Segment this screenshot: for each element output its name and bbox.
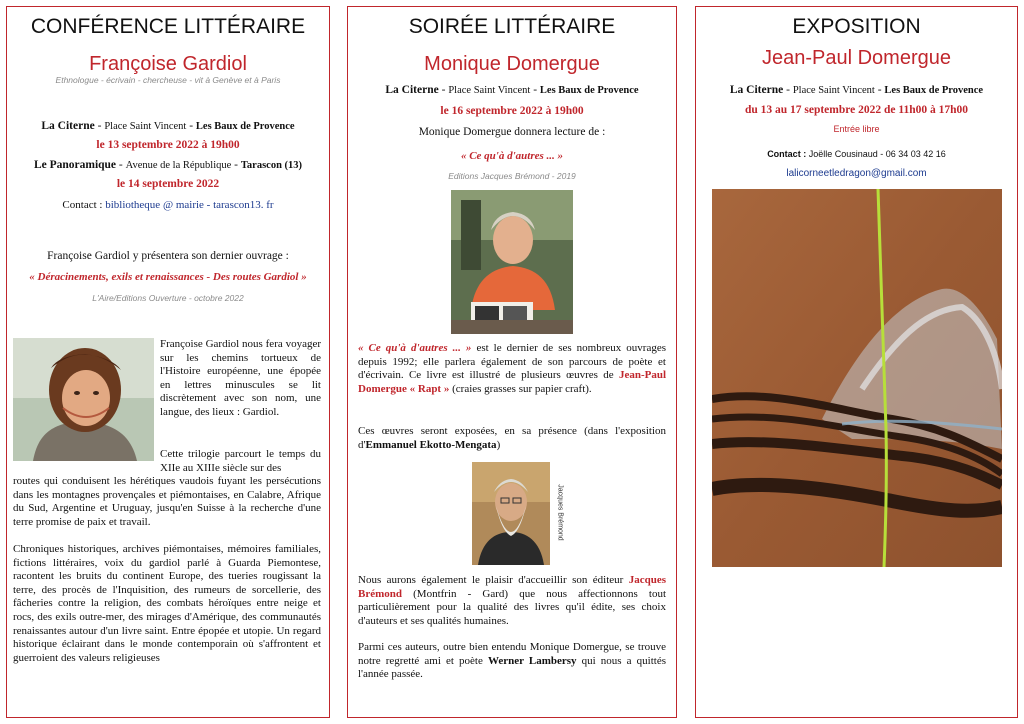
panel-heading: SOIRÉE LITTÉRAIRE	[408, 15, 616, 38]
editor-photo	[472, 462, 550, 565]
venue-line-1: La Citerne - Place Saint Vincent - Les Baux de Provence	[41, 120, 295, 132]
contact-line	[696, 149, 1017, 159]
email-link[interactable]: lalicorneetledragon@gmail.com	[786, 168, 927, 179]
photo-caption-text: Jacques Brémond	[556, 484, 564, 541]
venue-line-2: Le Panoramique - Avenue de la République - Tarascon (13)	[33, 159, 303, 171]
artist-name: Emmanuel Ekotto-Mengata	[365, 438, 497, 451]
description-para-2b: routes qui conduisent les hérétiques vaudois fuyant les persécutions dans les montagnes provençales et piémontaises, en Calabre, Afrique du Sud, Argentine et Uruguay, jusqu'en Suisse à la recherche d'une terre promise de paix et travail.	[13, 475, 321, 528]
artist-name: Jean-Paul Domergue	[762, 47, 951, 69]
venue-town: Tarascon (13)	[240, 160, 303, 171]
venue-line: La Citerne - Place Saint Vincent - Les Baux de Provence	[385, 84, 639, 96]
venue-address: Place Saint Vincent	[792, 85, 875, 96]
reading-line: Monique Domergue donnera lecture de :	[418, 126, 606, 138]
panel-heading: EXPOSITION	[792, 15, 921, 38]
author-name: Monique Domergue	[424, 53, 600, 75]
event-date: le 16 septembre 2022 à 19h00	[440, 105, 584, 117]
venue-address: Avenue de la République	[125, 160, 232, 171]
contact-email-link[interactable]: bibliotheque @ mairie - tarascon13. fr	[105, 199, 274, 211]
contact-email	[696, 168, 1017, 179]
panel-exposition	[695, 6, 1018, 718]
book-publisher: L'Aire/Editions Ouverture - octobre 2022	[92, 293, 244, 303]
description-para-1: Françoise Gardiol nous fera voyager sur les chemins tortueux de l'Histoire européenne, une épopée en lettres minuscules se lit discrètement avec son nom, une langue, des lieux : Gardiol.	[160, 338, 321, 418]
author-photo	[451, 190, 573, 334]
event-date-2: le 14 septembre 2022	[116, 178, 220, 190]
artist-ref: Jean-Paul Domergue « Rapt »	[358, 369, 666, 395]
contact-line	[7, 199, 329, 211]
description-para-2	[358, 425, 666, 452]
venue-place: La Citerne	[41, 120, 95, 132]
panel-conference	[6, 6, 330, 718]
event-dates: du 13 au 17 septembre 2022 de 11h00 à 17h00	[744, 104, 969, 116]
artwork-image	[712, 189, 1002, 567]
entry-free: Entrée libre	[833, 124, 880, 134]
book-title: « Déracinements, exils et renaissances - Des routes Gardiol »	[29, 271, 307, 283]
book-publisher: Editions Jacques Brémond - 2019	[448, 171, 576, 181]
para-text: Parmi ces auteurs, outre bien entendu Monique Domergue, se trouve notre regretté ami et poète	[358, 641, 666, 667]
present-line: Françoise Gardiol y présentera son dernier ouvrage :	[47, 250, 289, 262]
contact-value: Joëlle Cousinaud - 06 34 03 42 16	[808, 149, 946, 159]
author-portrait	[13, 338, 154, 461]
photo-caption	[555, 467, 565, 562]
venue-place: La Citerne	[729, 84, 784, 96]
para-text: qui nous a quittés l'année passée.	[358, 654, 666, 681]
para-text: est le dernier de ses nombreux ouvrages depuis 1992; elle parlera également de son parcours de poète et d'écrivain. Ce livre est illustré de plusieurs œuvres de	[358, 342, 666, 382]
para-text: (craies grasses sur papier craft).	[449, 382, 592, 395]
poet-name: Werner Lambersy	[487, 654, 577, 667]
venue-place: Le Panoramique	[33, 159, 117, 171]
panel-soiree	[347, 6, 677, 718]
para-text: Nous aurons également le plaisir d'accueillir son éditeur	[358, 574, 629, 586]
venue-address: Place Saint Vincent	[448, 85, 531, 96]
editor-name: Jacques Brémond	[358, 574, 666, 600]
para-text: Ces œuvres seront exposées, en sa présence (dans l'exposition d'	[358, 425, 666, 451]
venue-town: Les Baux de Provence	[195, 121, 295, 132]
event-date-1: le 13 septembre 2022 à 19h00	[96, 139, 240, 151]
description-para-4	[358, 641, 666, 682]
description-para-3	[358, 574, 666, 628]
venue-town: Les Baux de Provence	[539, 85, 639, 96]
author-name: Françoise Gardiol	[89, 53, 247, 75]
description-para-3: Chroniques historiques, archives piémontaises, mémoires familiales, fictions littéraires, voix du gardiol parlé à Guarda Piemontese, racontent les bruits du continent Europe, des tueries rougissant la terre, des procès de l'Inquisition, des rumeurs de sorcellerie, des fâcheries contre la religion, des combats héroïques entre neige et rocs, des exils outre-mer, des mirages d'Amérique, des communautés renaissantes autour d'un livre saint. Entre épopée et utopie. Un regard historique éclairant dans le monde contemporain où s'affrontent et guerroient des valeurs religieuses	[13, 543, 321, 664]
venue-place: La Citerne	[385, 84, 439, 96]
venue-town: Les Baux de Provence	[884, 85, 984, 96]
para-text: (Montfrin - Gard) que nous affectionnons tout particulièrement pour la qualité des livres qu'il édite, ses choix d'auteurs et ses qualités humaines.	[358, 587, 666, 627]
contact-label: Contact :	[767, 149, 807, 159]
venue-line: La Citerne - Place Saint Vincent - Les Baux de Provence	[729, 84, 984, 96]
book-title-ref: « Ce qu'à d'autres ... »	[358, 342, 472, 354]
panel-heading: CONFÉRENCE LITTÉRAIRE	[30, 15, 306, 38]
para-text: )	[496, 438, 501, 451]
contact-label: Contact :	[62, 199, 103, 211]
description-para-1	[358, 342, 666, 396]
description-para-2a: Cette trilogie parcourt le temps du XIIe au XIIIe siècle sur des	[160, 448, 321, 474]
venue-address: Place Saint Vincent	[104, 121, 187, 132]
book-title: « Ce qu'à d'autres ... »	[460, 150, 564, 162]
author-subtitle: Ethnologue - écrivain - chercheuse - vit à Genève et à Paris	[55, 75, 281, 85]
